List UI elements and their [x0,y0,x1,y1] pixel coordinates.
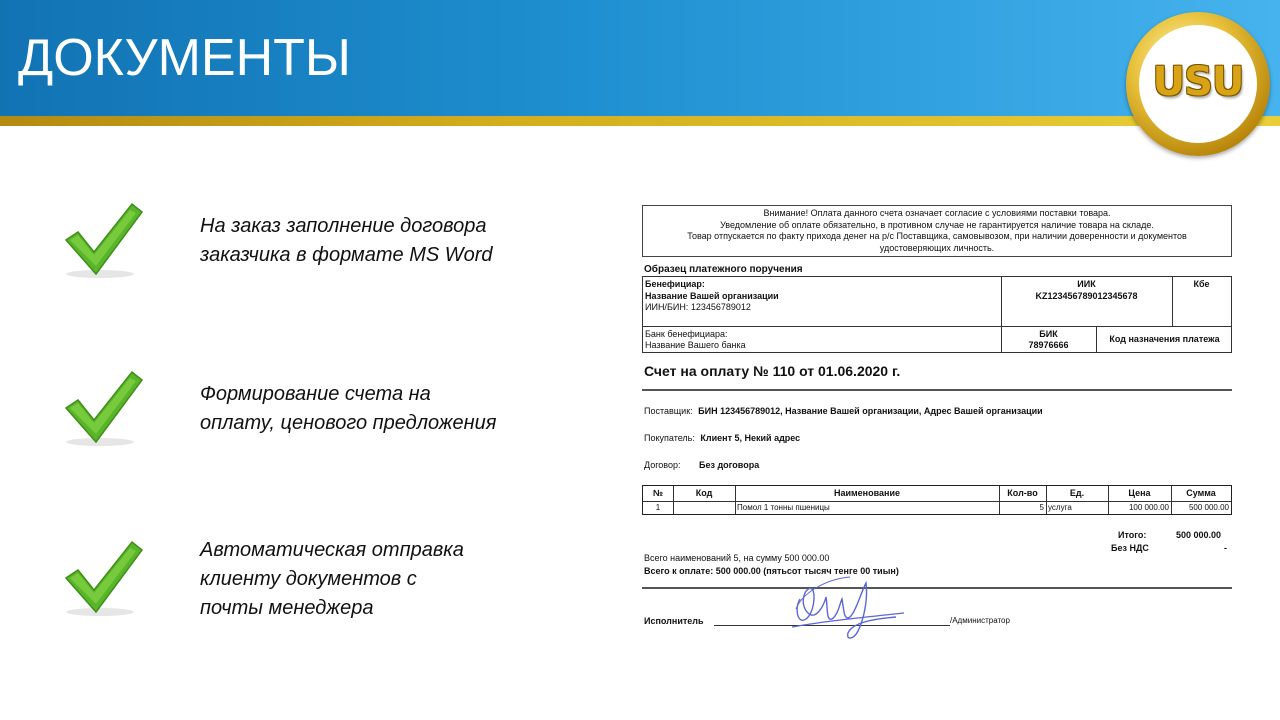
feature-text: На заказ заполнение договора заказчика в формате MS Word [200,215,493,266]
bik-value: 78976666 [1028,340,1069,350]
total-label: Итого: [1118,530,1147,540]
bank-label: Банк бенефициара: [645,329,728,339]
beneficiary-label: Бенефициар: [645,279,705,289]
divider [642,587,1232,589]
payment-notice [642,205,1232,257]
buyer-line: Покупатель: Клиент 5, Некий адрес [644,433,801,443]
feature-item [0,540,600,640]
executor-role: /Администратор [950,616,1010,625]
column-header: № [652,488,664,498]
header-stripe [0,116,1280,126]
invoice-title: Счет на оплату № 110 от 01.06.2020 г. [644,363,901,379]
checkmark-icon [62,540,144,620]
bank-name: Название Вашего банка [645,340,746,350]
executor-label: Исполнитель [644,616,704,626]
table-cell: 100 000.00 [1128,503,1169,512]
logo-text: USU [1152,59,1244,105]
payment-details-table [642,276,1232,353]
total-value: 500 000.00 [1176,530,1222,540]
kbe-label: Кбе [1193,279,1210,289]
supplier-line: Поставщик: БИН 123456789012, Название Вашей организации, Адрес Вашей организации [644,406,1043,416]
signature-image [786,569,906,645]
column-header: Сумма [1186,488,1216,498]
feature-text: Автоматическая отправка клиенту документов с почты менеджера [200,539,464,619]
table-cell: услуга [1048,503,1072,512]
table-cell: Помол 1 тонны пшеницы [737,503,830,512]
table-cell: 500 000.00 [1188,503,1229,512]
invoice-document [640,203,1236,643]
slide-title: ДОКУМЕНТЫ [18,29,351,87]
beneficiary-name: Название Вашей организации [645,291,779,301]
column-header: Ед. [1069,488,1085,498]
notice-line: удостоверяющих личность. [879,242,995,253]
total-items-line: Всего наименований 5, на сумму 500 000.00 [644,553,830,563]
column-header: Наименование [833,488,901,498]
vat-value: - [1224,543,1227,553]
usu-logo [1126,12,1270,156]
payment-code-label: Код назначения платежа [1109,334,1220,344]
items-table [642,485,1232,515]
divider [642,389,1232,391]
vat-label: Без НДС [1111,543,1149,553]
iik-label: ИИК [1077,279,1096,289]
column-header: Код [695,488,713,498]
notice-line: Внимание! Оплата данного счета означает согласие с условиями поставки товара. [763,208,1111,218]
total-due-line: Всего к оплате: 500 000.00 (пятьсот тысяч тенге 00 тиын) [644,566,899,576]
feature-text: Формирование счета на оплату, ценового предложения [200,383,497,434]
payment-sample-title: Образец платежного поручения [644,264,803,275]
checkmark-icon [62,202,144,282]
notice-line: Товар отпускается по факту прихода денег на р/с Поставщика, самовывозом, при наличии доверенности и документов [687,231,1187,241]
iik-value: KZ123456789012345678 [1035,291,1138,301]
beneficiary-iin: ИИН/БИН: 123456789012 [645,302,751,312]
checkmark-icon [62,370,144,450]
feature-item [0,370,600,470]
bik-label: БИК [1039,329,1058,339]
feature-item [0,200,600,300]
table-cell: 5 [1039,503,1044,512]
column-header: Кол-во [1007,488,1038,498]
notice-line: Уведомление об оплате обязательно, в противном случае не гарантируется наличие товара на складе. [720,219,1154,230]
column-header: Цена [1128,488,1151,498]
table-cell: 1 [655,503,661,512]
contract-line: Договор: Без договора [644,460,760,470]
